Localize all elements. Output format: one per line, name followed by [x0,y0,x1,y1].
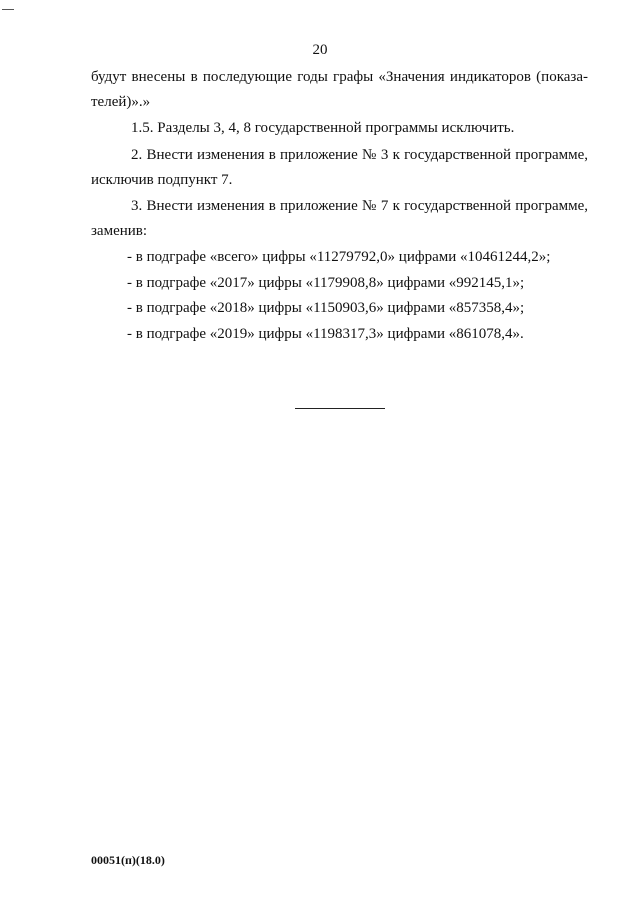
scan-artifact-mark [2,9,14,10]
end-of-document-rule [295,408,385,409]
paragraph-line: исключив подпункт 7. [91,172,233,188]
paragraph-line: 3. Внести изменения в приложение № 7 к государственной программе, [131,198,588,214]
paragraph-line: 2. Внести изменения в приложение № 3 к государственной программе, [131,147,588,163]
paragraph-line: заменив: [91,223,148,239]
replacement-item: - в подграфе «всего» цифры «11279792,0» цифрами «10461244,2»; [127,249,551,265]
page-number: 20 [312,42,328,58]
paragraph-line: телей)».» [91,94,151,110]
replacement-item: - в подграфе «2019» цифры «1198317,3» цифрами «861078,4». [127,326,524,342]
replacement-item: - в подграфе «2017» цифры «1179908,8» цифрами «992145,1»; [127,275,525,291]
paragraph-line: 1.5. Разделы 3, 4, 8 государственной программы исключить. [131,120,515,136]
replacement-item: - в подграфе «2018» цифры «1150903,6» цифрами «857358,4»; [127,300,525,316]
document-code: 00051(п)(18.0) [91,853,165,867]
paragraph-line: будут внесены в последующие годы графы «Значения индикаторов (показа- [91,69,588,85]
